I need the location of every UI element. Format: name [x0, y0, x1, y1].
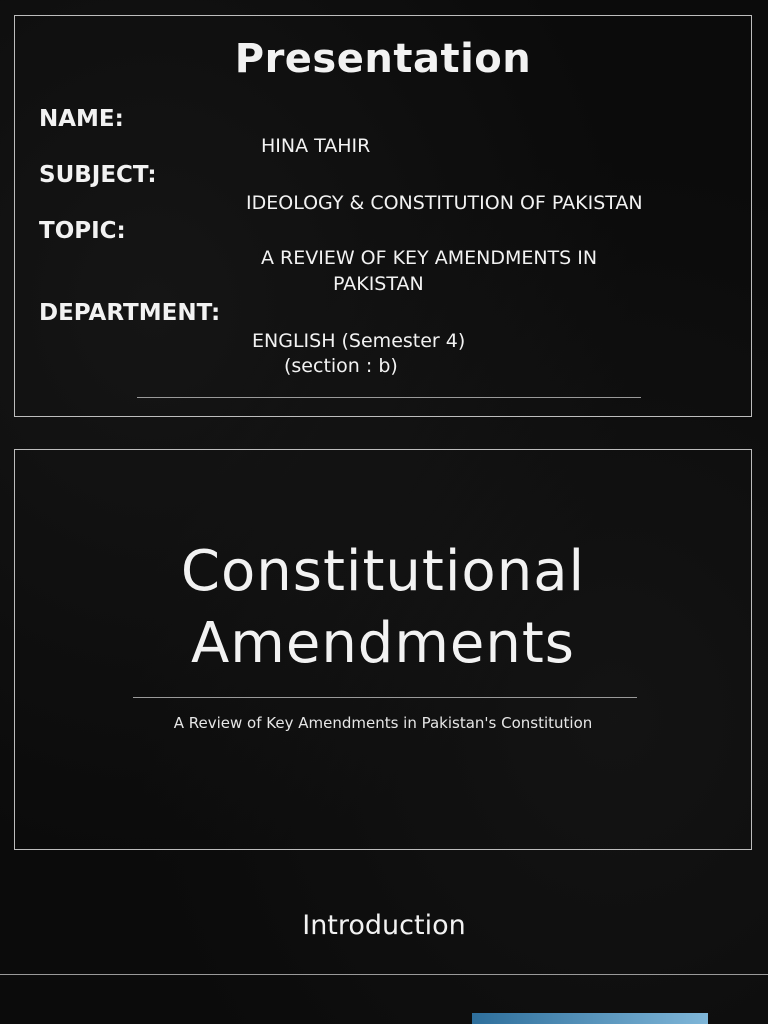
introduction-heading: Introduction	[302, 910, 466, 941]
cover-title-line1: Constitutional	[180, 539, 586, 604]
slide-image-partial	[472, 1013, 708, 1024]
divider-line	[133, 697, 637, 698]
name-label: NAME:	[39, 106, 124, 132]
heading-rule	[0, 974, 768, 975]
cover-title-line2: Amendments	[191, 611, 575, 676]
topic-value-line2: PAKISTAN	[333, 273, 424, 295]
cover-title	[15, 536, 751, 680]
department-label: DEPARTMENT:	[39, 300, 221, 326]
department-value-line1: ENGLISH (Semester 4)	[252, 330, 466, 352]
title-info-slide	[14, 15, 752, 417]
department-value-line2: (section : b)	[284, 355, 398, 377]
topic-label: TOPIC:	[39, 218, 126, 244]
name-value: HINA TAHIR	[261, 135, 371, 157]
divider-line	[137, 397, 641, 398]
subject-label: SUBJECT:	[39, 162, 157, 188]
presentation-heading: Presentation	[234, 36, 532, 82]
cover-slide	[14, 449, 752, 850]
topic-value-line1: A REVIEW OF KEY AMENDMENTS IN	[261, 247, 598, 269]
cover-subtitle: A Review of Key Amendments in Pakistan's Constitution	[173, 714, 593, 732]
subject-value: IDEOLOGY & CONSTITUTION OF PAKISTAN	[246, 192, 643, 214]
